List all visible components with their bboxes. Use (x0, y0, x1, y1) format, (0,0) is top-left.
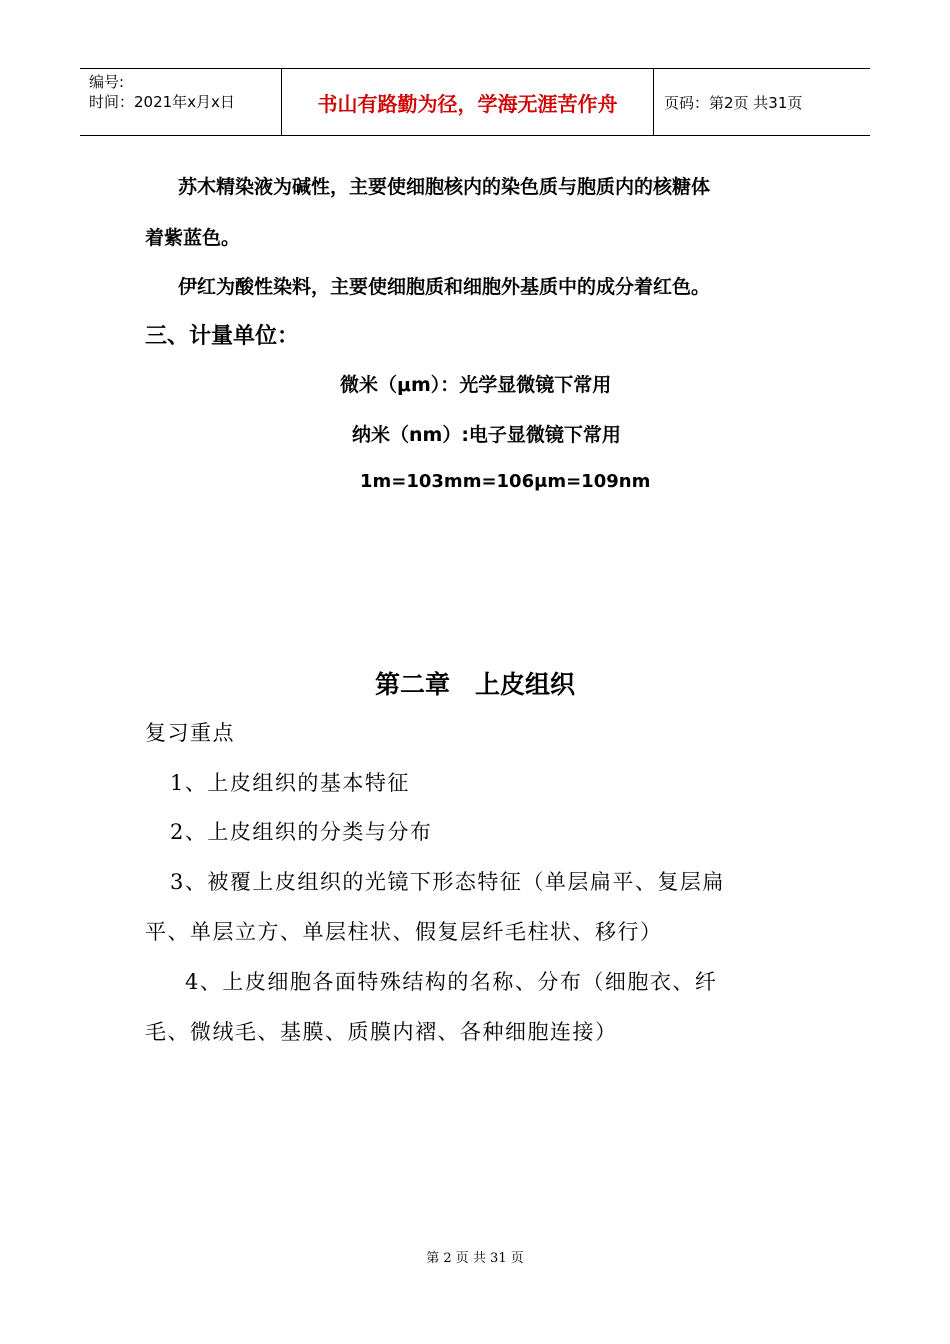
section3-heading: 三、计量单位： (145, 324, 300, 349)
review-item-3-line2: 平、单层立方、单层柱状、假复层纤毛柱状、移行） (145, 920, 663, 944)
unit-nanometer: 纳米（nm）:电子显微镜下常用 (352, 424, 621, 446)
time-label: 时间：2021年x月x日 (89, 93, 235, 111)
review-item-1: 1、上皮组织的基本特征 (170, 771, 410, 795)
motto-cell (282, 69, 654, 135)
page-info-cell (654, 69, 870, 135)
page-footer: 第 2 页 共 31 页 (426, 1251, 524, 1266)
review-item-2: 2、上皮组织的分类与分布 (170, 820, 433, 844)
review-item-4-line2: 毛、微绒毛、基膜、质膜内褶、各种细胞连接） (145, 1020, 618, 1044)
page-info-text: 页码：第2页 共31页 (664, 93, 803, 112)
header-info-cell (80, 69, 282, 135)
para1-line2: 着紫蓝色。 (145, 227, 241, 249)
motto-text: 书山有路勤为径，学海无涯苦作舟 (317, 91, 618, 116)
review-item-4-line1: 4、上皮细胞各面特殊结构的名称、分布（细胞衣、纤 (185, 970, 718, 994)
unit-conversion: 1m=103mm=106μm=109nm (360, 471, 651, 492)
unit-micrometer: 微米（μm）：光学显微镜下常用 (340, 374, 612, 396)
header-table (80, 68, 870, 136)
para1-line1: 苏木精染液为碱性，主要使细胞核内的染色质与胞质内的核糖体 (178, 176, 711, 198)
chapter-title: 第二章 上皮组织 (374, 670, 575, 699)
para2: 伊红为酸性染料，主要使细胞质和细胞外基质中的成分着红色。 (178, 276, 711, 298)
review-heading: 复习重点 (145, 721, 235, 745)
number-label: 编号: (89, 73, 125, 91)
review-item-3-line1: 3、被覆上皮组织的光镜下形态特征（单层扁平、复层扁 (170, 870, 725, 894)
